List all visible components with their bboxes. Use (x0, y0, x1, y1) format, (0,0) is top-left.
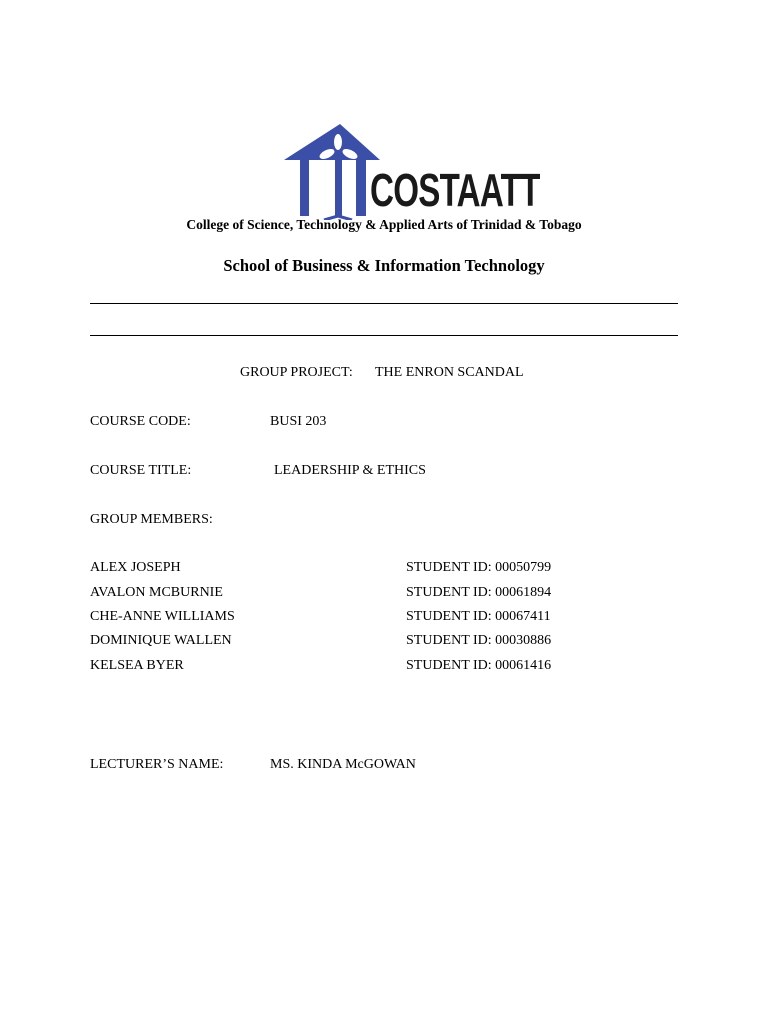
logo-wordmark: COSTAATT (370, 164, 540, 216)
member-student-id: STUDENT ID: 00061894 (406, 585, 552, 600)
divider-line (90, 303, 678, 304)
member-name: AVALON MCBURNIE (90, 585, 223, 600)
member-name: CHE-ANNE WILLIAMS (90, 609, 235, 624)
school-name: School of Business & Information Technology (223, 256, 545, 275)
member-name: DOMINIQUE WALLEN (90, 633, 232, 648)
divider-line (90, 335, 678, 336)
member-name: ALEX JOSEPH (90, 560, 181, 575)
course-code-value: BUSI 203 (270, 414, 327, 429)
lecturer-name: MS. KINDA McGOWAN (270, 757, 416, 772)
lecturer-label: LECTURER’S NAME: (90, 757, 224, 772)
member-student-id: STUDENT ID: 00067411 (406, 609, 551, 624)
member-student-id: STUDENT ID: 00050799 (406, 560, 552, 575)
member-student-id: STUDENT ID: 00061416 (406, 658, 552, 673)
course-code-label: COURSE CODE: (90, 414, 191, 429)
group-members-label: GROUP MEMBERS: (90, 512, 213, 527)
member-name: KELSEA BYER (90, 658, 184, 673)
college-name: College of Science, Technology & Applied Arts of Trinidad & Tobago (186, 217, 582, 232)
project-label: GROUP PROJECT: (240, 365, 353, 380)
course-title-value: LEADERSHIP & ETHICS (274, 463, 426, 478)
member-student-id: STUDENT ID: 00030886 (406, 633, 552, 648)
course-title-label: COURSE TITLE: (90, 463, 192, 478)
project-title: THE ENRON SCANDAL (375, 365, 524, 380)
